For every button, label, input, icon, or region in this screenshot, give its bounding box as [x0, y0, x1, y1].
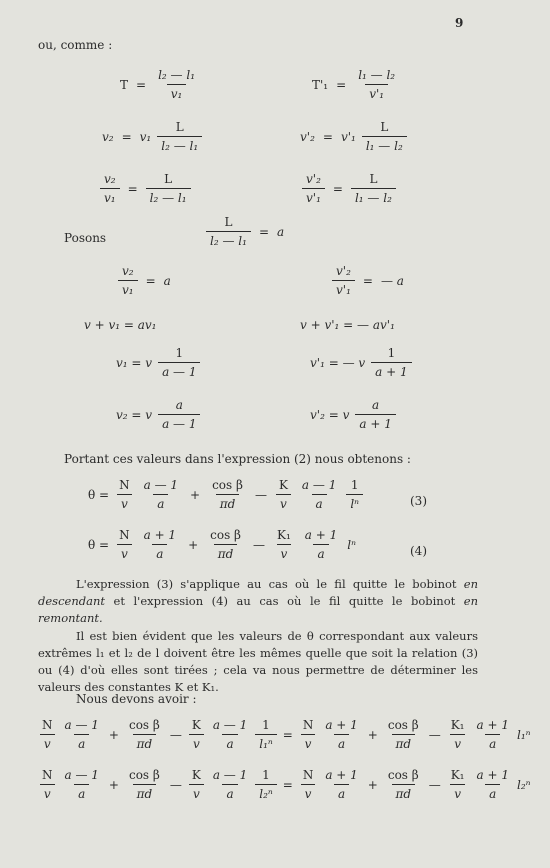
paragraph-3: Nous devons avoir : — [76, 692, 197, 706]
equation-4: θ = $\frac{N}{v}$ $\frac{a + 1}{a}$ + $\frac{\text{cos β}}{\pi d}$ — $\frac{\text{K₁}}{v}$ $\frac{a + 1}{a}$ lⁿ — [88, 528, 356, 561]
equation-v2p-final: v'₂ = v $\frac{a}{a + 1}$ — [310, 398, 396, 431]
equation-3-number: (3) — [410, 494, 427, 508]
equation-v2: v₂ = v₁ $\frac{L}{\text{l₂ — l₁}}$ — [102, 120, 202, 153]
equation-v2p: v'₂ = v'₁ $\frac{L}{\text{l₁ — l₂}}$ — [300, 120, 407, 153]
equation-4-number: (4) — [410, 544, 427, 558]
equation-T1: T'₁ = $\frac{\text{l₁ — l₂}}{\text{v'₁}}$ — [312, 68, 396, 101]
equation-ratio-minus-a: $\frac{\text{v'₂}}{\text{v'₁}}$ = — a — [332, 264, 404, 297]
equation-ratio-a: $\frac{\text{v₂}}{\text{v₁}}$ = a — [118, 264, 171, 297]
equation-v1: v₁ = v $\frac{1}{a — 1}$ — [116, 346, 200, 379]
intro-text: ou, comme : — [38, 38, 113, 52]
paragraph-1: L'expression (3) s'applique au cas où le fil quitte le bobinot en descendant et l'expression (4) au cas où le fil quitte le bobinot en remontant. — [38, 577, 479, 625]
equation-sum: v + v₁ = av₁ — [84, 318, 157, 332]
page-number: 9 — [455, 16, 464, 30]
portant-text: Portant ces valeurs dans l'expression (2) nous obtenons : — [64, 452, 411, 466]
equation-condition-2: $\frac{N}{v}$ $\frac{a — 1}{a}$ + $\frac{\text{cos β}}{\pi d}$ — $\frac{K}{v}$ $\frac{a — 1}{a}$ $\frac{1}{\text{l₂ⁿ}}$ = $\frac{N}{v}$ $\frac{a + 1}{a}$ + $\frac{\text{cos β}}{\pi d}$ — $\frac{\text{K₁}}{v}$ $\frac{a + 1}{a}$ l₂ⁿ — [38, 768, 531, 801]
equation-T: T = $\frac{\text{l₂ — l₁}}{\text{v₁}}$ — [120, 68, 196, 101]
equation-ratio-v2-v1: $\frac{\text{v₂}}{\text{v₁}}$ = $\frac{L}{\text{l₂ — l₁}}$ — [100, 172, 191, 205]
equation-v2-final: v₂ = v $\frac{a}{a — 1}$ — [116, 398, 200, 431]
equation-v1p: v'₁ = — v $\frac{1}{a + 1}$ — [310, 346, 412, 379]
equation-condition-1: $\frac{N}{v}$ $\frac{a — 1}{a}$ + $\frac{\text{cos β}}{\pi d}$ — $\frac{K}{v}$ $\frac{a — 1}{a}$ $\frac{1}{\text{l₁ⁿ}}$ = $\frac{N}{v}$ $\frac{a + 1}{a}$ + $\frac{\text{cos β}}{\pi d}$ — $\frac{\text{K₁}}{v}$ $\frac{a + 1}{a}$ l₁ⁿ — [38, 718, 531, 751]
equation-posons: $\frac{L}{\text{l₂ — l₁}}$ = a — [206, 215, 284, 248]
equation-sum-prime: v + v'₁ = — av'₁ — [300, 318, 395, 332]
paragraph-2: Il est bien évident que les valeurs de θ correspondant aux valeurs extrêmes l₁ et l₂ de l doivent être les mêmes quelle que soit la relation (3) ou (4) d'où elles sont tirées ; cela va nous permettre de déterminer les valeurs des constantes K et K₁. — [38, 629, 478, 694]
posons-label: Posons — [64, 231, 107, 245]
equation-ratio-v2p-v1p: $\frac{\text{v'₂}}{\text{v'₁}}$ = $\frac{L}{\text{l₁ — l₂}}$ — [302, 172, 396, 205]
equation-3: θ = $\frac{N}{v}$ $\frac{a — 1}{a}$ + $\frac{\text{cos β}}{\pi d}$ — $\frac{K}{v}$ $\frac{a — 1}{a}$ $\frac{1}{\text{lⁿ}}$ — [88, 478, 363, 511]
